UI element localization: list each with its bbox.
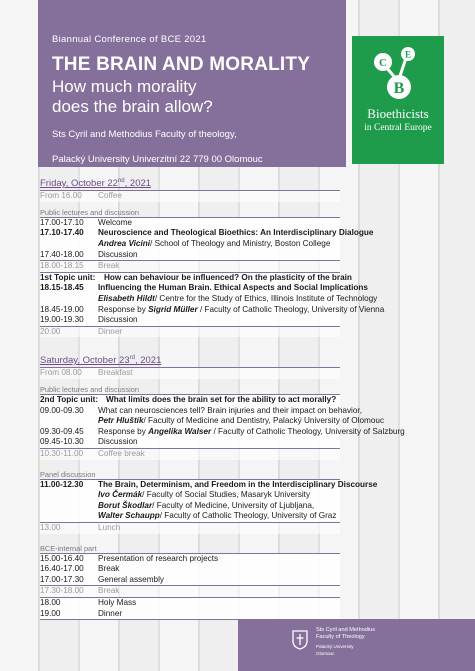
saturday-heading: Saturday, October 23rd, 2021 [40, 355, 340, 368]
schedule-row: 17.10-17.40 Neuroscience and Theological Bioethics: An Interdisciplinary Dialogue [40, 228, 374, 238]
panel-block [40, 479, 378, 523]
faculty-emblem-icon [292, 630, 308, 650]
schedule-row: 19.00 Dinner [40, 608, 123, 618]
logo-letter-b: B [393, 80, 405, 97]
venue-line-1: Sts Cyril and Methodius Faculty of theology, [52, 129, 237, 140]
speaker-line: Elisabeth Hildt / Centre for the Study of Ethics, Illinois Institute of Technology [98, 293, 378, 303]
section-label: Panel discussion [40, 469, 96, 479]
topic-row: 1st Topic unit: How can behaviour be influenced? On the plasticity of the brain [40, 272, 352, 282]
section-label: Public lectures and discussion [40, 207, 140, 217]
section-label: Public lectures and discussion [40, 385, 140, 395]
schedule-row: 19.00-19.30 Discussion [40, 315, 138, 325]
friday-heading: Friday, October 22nd, 2021 [40, 178, 340, 191]
subtitle-line-1: How much morality [52, 77, 197, 96]
logo-text-central-europe: in Central Europe [364, 123, 432, 133]
logo-letter-c: C [379, 57, 387, 69]
schedule-row: 09.30-09.45 Response by Angelika Walser / Faculty of Catholic Theology, University of Salzburg [40, 426, 405, 436]
schedule-row: From 16.00 Coffee [40, 191, 340, 202]
footer-line-1: Sts Cyril and Methodius [316, 627, 376, 633]
schedule-row: 17.30-18.00 Break [40, 586, 340, 597]
venue-line-2: Palacký University Univerzitní 22 779 00 Olomouc [52, 154, 263, 165]
topic-row: 2nd Topic unit: What limits does the brain set for the ability to act morally? [40, 395, 337, 405]
schedule-row: 18.00 Holy Mass [40, 597, 137, 607]
schedule-row: 09.00-09.30 What can neurosciences tell? Brain injuries and their impact on behavior, [40, 405, 362, 415]
schedule-row: 20.00 Dinner [40, 327, 340, 338]
schedule-row: 15.00-16.40 Presentation of research projects [40, 553, 219, 563]
speaker-line: Walter Schaupp / Faculty of Catholic Theology, University of Graz [98, 511, 337, 521]
logo-text-bioethicists: Bioethicists [367, 106, 429, 121]
footer-line-4: Olomouc [316, 651, 335, 656]
speaker-line: Petr Hluštík / Faculty of Medicine and Dentistry, Palacký University of Olomouc [98, 416, 385, 426]
schedule-row: 09.45-10.30 Discussion [40, 437, 138, 447]
schedule-row: 17.00-17.30 General assembly [40, 574, 164, 584]
schedule-row: 18.45-19.00 Response by Sigrid Müller / Faculty of Catholic Theology, University of Vienna [40, 304, 385, 314]
section-label: BCE-internal part [40, 543, 97, 553]
page-title: THE BRAIN AND MORALITY [52, 54, 311, 75]
schedule-row: 18.00-18.15 Break [40, 261, 340, 272]
speaker-line: Andrea Vicini / School of Theology and Ministry, Boston College [98, 238, 331, 248]
saturday-topic-block [40, 394, 405, 449]
programme [40, 178, 405, 620]
schedule-row: 18.15-18.45 Influencing the Human Brain. Ethical Aspects and Social Implications [40, 283, 368, 293]
faculty-footer [238, 619, 475, 671]
schedule-row: 13.00 Lunch [40, 523, 340, 534]
schedule-row: 10.30-11.00 Coffee break [40, 449, 340, 460]
subtitle-line-2: does the brain allow? [52, 97, 213, 116]
footer-line-3: Palacký University [316, 644, 354, 649]
footer-line-2: Faculty of Theology [316, 634, 365, 640]
schedule-row: 16.40-17.00 Break [40, 564, 120, 574]
schedule-row: From 08.00 Breakfast [40, 368, 340, 379]
conference-name: Biannual Conference of BCE 2021 [52, 34, 207, 45]
speaker-line: Ivo Čermák / Faculty of Social Studies, Masaryk University [98, 490, 311, 500]
header-banner [38, 0, 346, 167]
bce-logo [352, 36, 444, 164]
evening-block [40, 597, 340, 620]
schedule-row: 11.00-12.30 The Brain, Determinism, and Freedom in the Interdisciplinary Discourse [40, 479, 378, 489]
internal-block [40, 553, 340, 587]
bce-molecule-icon [368, 45, 428, 103]
logo-letter-e: E [404, 49, 412, 60]
speaker-line: Borut Škodlar / Faculty of Medicine, University of Ljubljana, [98, 500, 315, 510]
schedule-row: 17.00-17.10 Welcome [40, 217, 132, 227]
schedule-row: 17.40-18.00 Discussion [40, 249, 138, 259]
friday-topic-block [40, 272, 385, 327]
friday-lecture-block [40, 217, 374, 261]
